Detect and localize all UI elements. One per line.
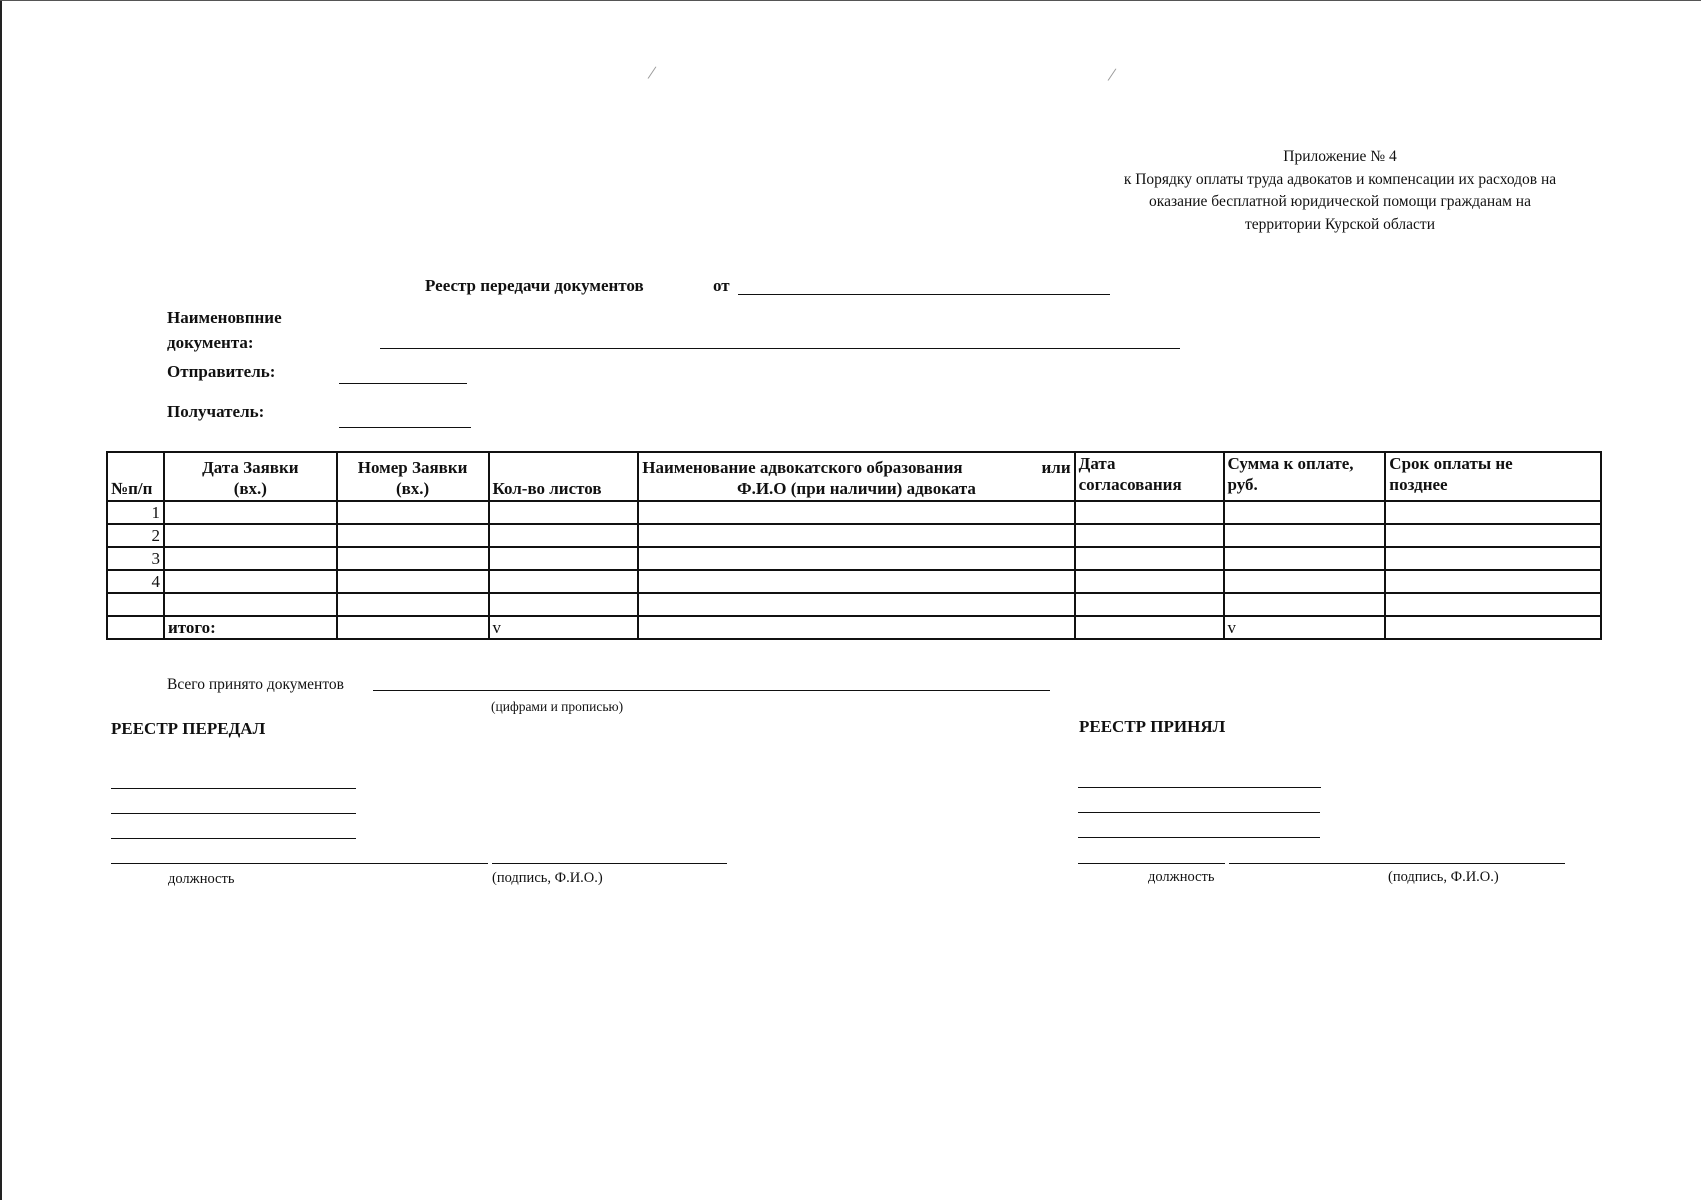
- header-deadline: [1385, 452, 1601, 501]
- header-deadline-line: Срок оплаты не: [1389, 454, 1513, 473]
- table-cell[interactable]: [164, 501, 337, 524]
- table-cell[interactable]: [337, 501, 489, 524]
- table-cell[interactable]: [1385, 616, 1601, 639]
- table-cell[interactable]: [638, 547, 1074, 570]
- header-sum: [1224, 452, 1386, 501]
- signature-caption: (подпись, Ф.И.О.): [1388, 869, 1499, 885]
- table-cell[interactable]: [489, 524, 639, 547]
- total-row: [107, 616, 1601, 639]
- annex-line: территории Курской области: [1244, 215, 1435, 233]
- header-name-or: или: [1041, 458, 1071, 477]
- header-sheets: Кол-во листов: [489, 452, 639, 501]
- header-date: [164, 452, 337, 501]
- table-cell[interactable]: [638, 593, 1074, 616]
- table-row: [107, 593, 1601, 616]
- table-cell[interactable]: [1224, 593, 1386, 616]
- total-docs-label: Всего принято документов: [167, 676, 344, 693]
- table-cell[interactable]: [1224, 501, 1386, 524]
- doc-name-line[interactable]: [380, 348, 1180, 349]
- table-cell[interactable]: [337, 616, 489, 639]
- header-sum-line: руб.: [1227, 475, 1258, 494]
- table-cell[interactable]: [164, 593, 337, 616]
- table-row: [107, 547, 1601, 570]
- table-cell[interactable]: [1385, 570, 1601, 593]
- signature-line[interactable]: [1078, 837, 1320, 838]
- registry-title: Реестр передачи документов: [425, 276, 644, 295]
- table-cell[interactable]: [1385, 547, 1601, 570]
- signature-line[interactable]: [111, 838, 356, 839]
- header-num: №п/п: [107, 452, 164, 501]
- row-number: 4: [107, 570, 164, 593]
- scan-mark-icon: /: [1106, 63, 1118, 87]
- row-number: [107, 593, 164, 616]
- table-cell[interactable]: [1075, 547, 1224, 570]
- doc-name-label-line: документа:: [167, 333, 254, 352]
- sender-line[interactable]: [339, 383, 467, 384]
- header-name-text: Наименование адвокатского образования: [642, 458, 963, 477]
- table-cell[interactable]: [337, 524, 489, 547]
- table-cell[interactable]: [164, 570, 337, 593]
- header-name-line: Ф.И.О (при наличии) адвоката: [736, 479, 976, 498]
- scan-edge-top: [0, 0, 1701, 1]
- doc-name-label: [167, 305, 282, 355]
- registry-date-line[interactable]: [738, 294, 1110, 295]
- signature-line[interactable]: [111, 788, 356, 789]
- annex-line: к Порядку оплаты труда адвокатов и компенсации их расходов на: [1123, 170, 1557, 188]
- table-header-row: [107, 452, 1601, 501]
- position-caption: должность: [1148, 869, 1215, 885]
- table-cell[interactable]: [1224, 570, 1386, 593]
- header-number-line: (вх.): [395, 479, 430, 498]
- signature-name-line[interactable]: [492, 863, 727, 864]
- registry-from-label: от: [713, 276, 730, 295]
- position-line[interactable]: [1078, 863, 1225, 864]
- signature-line[interactable]: [1078, 787, 1321, 788]
- header-approval-line: Дата: [1078, 454, 1116, 473]
- scan-mark-icon: /: [646, 61, 658, 85]
- header-date-line: Дата Заявки: [202, 458, 299, 477]
- position-caption: должность: [168, 871, 235, 887]
- table-cell[interactable]: [1075, 524, 1224, 547]
- table-cell[interactable]: [1075, 570, 1224, 593]
- table-cell[interactable]: [1075, 501, 1224, 524]
- table-cell[interactable]: [489, 593, 639, 616]
- registry-passed-heading: РЕЕСТР ПЕРЕДАЛ: [111, 719, 266, 738]
- recipient-line[interactable]: [339, 427, 471, 428]
- table-cell[interactable]: [638, 524, 1074, 547]
- table-cell[interactable]: [1224, 547, 1386, 570]
- header-number: [337, 452, 489, 501]
- signature-caption: (подпись, Ф.И.О.): [492, 870, 603, 886]
- table-cell[interactable]: [1075, 593, 1224, 616]
- row-number: 3: [107, 547, 164, 570]
- table-cell[interactable]: [164, 524, 337, 547]
- table-row: [107, 524, 1601, 547]
- table-cell[interactable]: [337, 570, 489, 593]
- header-approval-line: согласования: [1078, 475, 1182, 494]
- total-docs-hint: (цифрами и прописью): [491, 699, 624, 714]
- registry-table: [106, 451, 1602, 640]
- table-cell[interactable]: [489, 547, 639, 570]
- table-cell[interactable]: [337, 547, 489, 570]
- table-row: [107, 501, 1601, 524]
- table-cell[interactable]: [337, 593, 489, 616]
- scan-edge-left: [0, 0, 2, 1200]
- table-cell[interactable]: [489, 501, 639, 524]
- table-row: [107, 570, 1601, 593]
- table-cell[interactable]: [1385, 524, 1601, 547]
- position-line[interactable]: [111, 863, 488, 864]
- annex-line: Приложение № 4: [1283, 148, 1397, 165]
- header-approval: [1075, 452, 1224, 501]
- total-docs-line[interactable]: [373, 690, 1050, 691]
- header-number-line: Номер Заявки: [357, 458, 468, 477]
- total-sum-mark[interactable]: v: [1224, 616, 1386, 639]
- row-number: 2: [107, 524, 164, 547]
- header-name-line: [642, 457, 1070, 478]
- table-cell[interactable]: [1385, 593, 1601, 616]
- header-deadline-line: позднее: [1389, 475, 1448, 494]
- signature-line[interactable]: [1078, 812, 1320, 813]
- doc-name-label-line: Наименовпние: [167, 308, 282, 327]
- recipient-label: Получатель:: [167, 402, 265, 421]
- header-date-line: (вх.): [233, 479, 267, 498]
- table-cell[interactable]: [489, 570, 639, 593]
- header-sum-line: Сумма к оплате,: [1227, 454, 1354, 473]
- table-cell[interactable]: [638, 616, 1074, 639]
- annex-line: оказание бесплатной юридической помощи гражданам на: [1149, 193, 1531, 210]
- signature-name-line[interactable]: [1229, 863, 1565, 864]
- table-cell[interactable]: [1075, 616, 1224, 639]
- registry-accepted-heading: РЕЕСТР ПРИНЯЛ: [1079, 717, 1226, 736]
- total-label: итого:: [164, 616, 337, 639]
- total-sheets-mark[interactable]: v: [489, 616, 639, 639]
- annex-header: [1060, 146, 1620, 236]
- sender-label: Отправитель:: [167, 362, 276, 381]
- table-cell[interactable]: [1224, 524, 1386, 547]
- table-cell: [107, 616, 164, 639]
- table-cell[interactable]: [164, 547, 337, 570]
- signature-line[interactable]: [111, 813, 356, 814]
- table-cell[interactable]: [638, 570, 1074, 593]
- row-number: 1: [107, 501, 164, 524]
- table-cell[interactable]: [1385, 501, 1601, 524]
- table-cell[interactable]: [638, 501, 1074, 524]
- header-name: [638, 452, 1074, 501]
